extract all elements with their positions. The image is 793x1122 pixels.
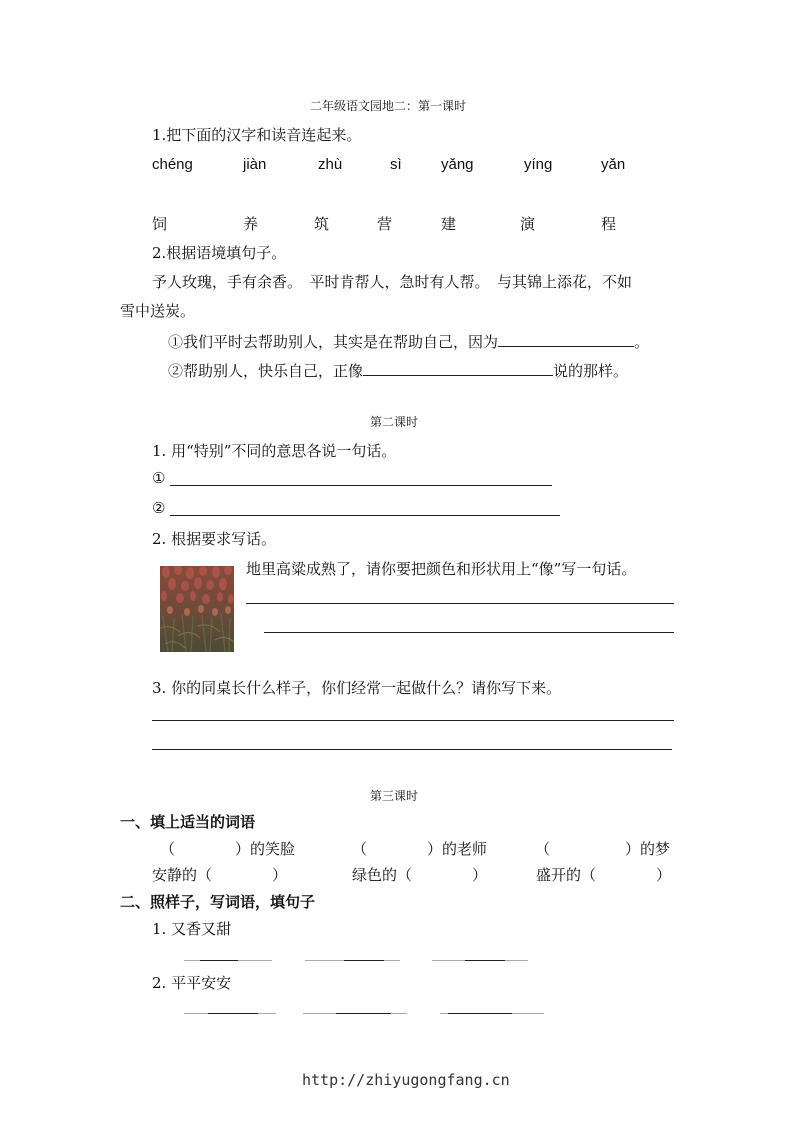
blank-underline[interactable] bbox=[448, 1013, 512, 1014]
lesson2-title: 第二课时 bbox=[370, 415, 419, 429]
lesson1-question2: 2.根据语境填句子。 bbox=[152, 244, 287, 262]
sentence2 bbox=[168, 360, 628, 381]
footer-url[interactable]: http://zhiyugongfang.cn bbox=[302, 1071, 510, 1089]
sentence1-prefix: ①我们平时去帮助别人，其实是在帮助自己，因为 bbox=[168, 333, 499, 351]
writing-line-2[interactable] bbox=[264, 632, 674, 633]
sentence2-prefix: ②帮助别人，快乐自己，正像 bbox=[168, 362, 364, 380]
hanzi-item: 演 bbox=[520, 215, 536, 233]
writing-prompt: 地里高粱成熟了，请你要把颜色和形状用上“像”写一句话。 bbox=[246, 560, 637, 578]
sentence2-suffix: 说的那样。 bbox=[553, 362, 629, 380]
writing-line-3[interactable] bbox=[152, 720, 674, 721]
fill-phrase: 盛开的（ ） bbox=[536, 866, 672, 884]
hanzi-item: 筑 bbox=[314, 215, 330, 233]
circle-number-2: ② bbox=[152, 499, 166, 517]
hanzi-item: 营 bbox=[377, 215, 393, 233]
pinyin-item: jiàn bbox=[243, 156, 267, 173]
sentence1-blank[interactable] bbox=[498, 332, 634, 347]
fill-phrase: （ ）的老师 bbox=[352, 840, 488, 858]
hanzi-item: 养 bbox=[243, 215, 259, 233]
writing-line-1[interactable] bbox=[246, 603, 674, 604]
circle-number-1: ① bbox=[152, 469, 166, 487]
pinyin-item: yíng bbox=[524, 156, 553, 173]
pinyin-item: chéng bbox=[152, 156, 193, 173]
section1-heading: 一、填上适当的词语 bbox=[120, 813, 256, 831]
pinyin-item: yǎn bbox=[601, 156, 626, 173]
example1: 1. 又香又甜 bbox=[152, 920, 232, 938]
sentence1-suffix: 。 bbox=[634, 333, 650, 351]
lesson1-title: 二年级语文园地二：第一课时 bbox=[310, 99, 467, 113]
hanzi-item: 建 bbox=[441, 215, 457, 233]
proverbs-line1: 予人玫瑰，手有余香。 平时肯帮人，急时有人帮。 与其锦上添花，不如 bbox=[152, 273, 633, 291]
pinyin-item: yǎng bbox=[441, 156, 474, 173]
fill-phrase: 安静的（ ） bbox=[152, 866, 288, 884]
pinyin-item: sì bbox=[390, 156, 402, 173]
fill-phrase: （ ）的笑脸 bbox=[160, 840, 296, 858]
sentence1 bbox=[168, 331, 649, 352]
answer-line-1[interactable] bbox=[170, 485, 552, 486]
blank-underline[interactable] bbox=[200, 960, 238, 961]
lesson1-question1: 1.把下面的汉字和读音连起来。 bbox=[152, 126, 362, 144]
fill-phrase: 绿色的（ ） bbox=[352, 866, 488, 884]
blank-underline[interactable] bbox=[208, 1013, 258, 1014]
pinyin-item: zhù bbox=[318, 156, 343, 173]
section2-heading: 二、照样子，写词语，填句子 bbox=[120, 893, 316, 911]
example2: 2. 平平安安 bbox=[152, 974, 232, 992]
lesson2-question2: 2. 根据要求写话。 bbox=[152, 530, 277, 548]
hanzi-item: 程 bbox=[601, 215, 617, 233]
answer-line-2[interactable] bbox=[170, 515, 560, 516]
hanzi-item: 饲 bbox=[152, 215, 168, 233]
blank-underline[interactable] bbox=[465, 960, 505, 961]
writing-line-4[interactable] bbox=[152, 749, 672, 750]
fill-phrase: （ ）的梦 bbox=[535, 840, 671, 858]
blank-underline[interactable] bbox=[344, 960, 384, 961]
lesson3-title: 第三课时 bbox=[370, 789, 419, 803]
proverbs-line2: 雪中送炭。 bbox=[120, 302, 196, 320]
blank-underline[interactable] bbox=[336, 1013, 391, 1014]
lesson2-question3: 3. 你的同桌长什么样子，你们经常一起做什么？请你写下来。 bbox=[152, 679, 562, 697]
sorghum-field-photo bbox=[160, 566, 234, 652]
lesson2-question1: 1. 用“特别”不同的意思各说一句话。 bbox=[152, 442, 397, 460]
sentence2-blank[interactable] bbox=[363, 361, 553, 376]
